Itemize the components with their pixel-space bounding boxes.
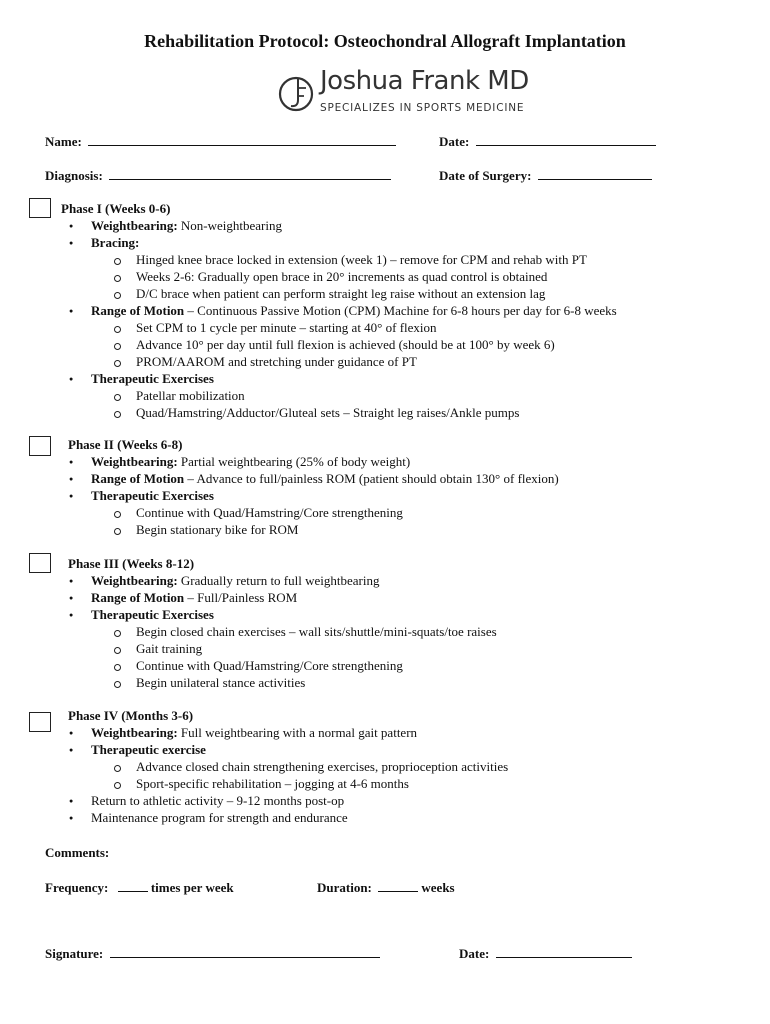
phase-checkbox[interactable] bbox=[29, 553, 51, 573]
diagnosis-field[interactable] bbox=[45, 167, 391, 184]
logo-name: Joshua Frank MD bbox=[320, 66, 529, 96]
sub-bullet-icon bbox=[114, 681, 121, 688]
bullet-icon: ● bbox=[69, 814, 74, 822]
bullet-icon: ● bbox=[69, 611, 74, 619]
name-label: Name: bbox=[45, 134, 82, 149]
sub-list-item: Weeks 2-6: Gradually open brace in 20° increments as quad control is obtained bbox=[136, 269, 548, 284]
item-label: Bracing: bbox=[91, 235, 140, 250]
item-label: Range of Motion bbox=[91, 590, 185, 605]
sub-bullet-icon bbox=[114, 630, 121, 637]
sub-list-item: PROM/AAROM and stretching under guidance of PT bbox=[136, 354, 417, 369]
list-item bbox=[91, 742, 206, 758]
date-field[interactable] bbox=[439, 133, 656, 150]
bullet-icon: ● bbox=[69, 729, 74, 737]
item-text: – Advance to full/painless ROM (patient should obtain 130° of flexion) bbox=[184, 471, 559, 486]
frequency-label: Frequency: bbox=[45, 880, 109, 895]
item-label: Range of Motion bbox=[91, 471, 185, 486]
item-label: Weightbearing: bbox=[91, 218, 178, 233]
bullet-icon: ● bbox=[69, 239, 74, 247]
bullet-icon: ● bbox=[69, 307, 74, 315]
sub-list-item: Set CPM to 1 cycle per minute – starting at 40° of flexion bbox=[136, 320, 437, 335]
bullet-icon: ● bbox=[69, 222, 74, 230]
surgery-date-field[interactable] bbox=[439, 167, 652, 184]
item-label: Therapeutic Exercises bbox=[91, 607, 214, 622]
name-blank[interactable] bbox=[88, 133, 396, 146]
sub-bullet-icon bbox=[114, 275, 121, 282]
duration-suffix: weeks bbox=[421, 880, 455, 895]
phase-checkbox[interactable] bbox=[29, 712, 51, 732]
document-title: Rehabilitation Protocol: Osteochondral Allograft Implantation bbox=[144, 31, 626, 51]
logo-tagline: SPECIALIZES IN SPORTS MEDICINE bbox=[320, 102, 525, 114]
item-label: Therapeutic Exercises bbox=[91, 488, 214, 503]
signature-date-blank[interactable] bbox=[496, 945, 632, 958]
item-text: Partial weightbearing (25% of body weight) bbox=[177, 454, 411, 469]
sub-list-item: Advance closed chain strengthening exercises, proprioception activities bbox=[136, 759, 509, 774]
sub-list-item: Patellar mobilization bbox=[136, 388, 245, 403]
comments-label: Comments: bbox=[45, 845, 110, 860]
list-item bbox=[91, 471, 559, 487]
sub-bullet-icon bbox=[114, 664, 121, 671]
surgery-date-blank[interactable] bbox=[538, 167, 652, 180]
item-label: Weightbearing: bbox=[91, 573, 178, 588]
bullet-icon: ● bbox=[69, 475, 74, 483]
bullet-icon: ● bbox=[69, 458, 74, 466]
item-text: – Full/Painless ROM bbox=[184, 590, 298, 605]
sub-list-item: Quad/Hamstring/Adductor/Gluteal sets – Straight leg raises/Ankle pumps bbox=[136, 405, 520, 420]
phase-title: Phase I (Weeks 0-6) bbox=[61, 201, 171, 216]
jf-monogram-icon bbox=[276, 74, 316, 114]
date-label: Date: bbox=[439, 134, 470, 149]
surgery-date-label: Date of Surgery: bbox=[439, 168, 532, 183]
sub-list-item: Begin unilateral stance activities bbox=[136, 675, 306, 690]
sub-bullet-icon bbox=[114, 394, 121, 401]
sub-bullet-icon bbox=[114, 782, 121, 789]
bullet-icon: ● bbox=[69, 797, 74, 805]
signature-date-label: Date: bbox=[459, 946, 490, 961]
sub-bullet-icon bbox=[114, 411, 121, 418]
item-label: Therapeutic Exercises bbox=[91, 371, 214, 386]
list-item bbox=[91, 725, 417, 741]
signature-blank[interactable] bbox=[110, 945, 380, 958]
phase-title: Phase III (Weeks 8-12) bbox=[68, 556, 195, 571]
bullet-icon: ● bbox=[69, 492, 74, 500]
sub-list-item: Begin stationary bike for ROM bbox=[136, 522, 299, 537]
list-item bbox=[91, 607, 214, 623]
sub-bullet-icon bbox=[114, 511, 121, 518]
list-item bbox=[91, 218, 282, 234]
sub-bullet-icon bbox=[114, 326, 121, 333]
list-item bbox=[91, 810, 348, 826]
duration-blank[interactable] bbox=[378, 879, 418, 892]
item-label: Weightbearing: bbox=[91, 454, 178, 469]
sub-list-item: Gait training bbox=[136, 641, 203, 656]
diagnosis-label: Diagnosis: bbox=[45, 168, 103, 183]
diagnosis-blank[interactable] bbox=[109, 167, 391, 180]
sub-list-item: Continue with Quad/Hamstring/Core strengthening bbox=[136, 658, 403, 673]
item-label: Range of Motion bbox=[91, 303, 185, 318]
phase-title: Phase IV (Months 3-6) bbox=[68, 708, 194, 723]
bullet-icon: ● bbox=[69, 375, 74, 383]
list-item bbox=[91, 235, 139, 251]
phase-checkbox[interactable] bbox=[29, 198, 51, 218]
item-text: Maintenance program for strength and endurance bbox=[91, 810, 348, 825]
list-item bbox=[91, 793, 344, 809]
sub-list-item: Sport-specific rehabilitation – jogging at 4-6 months bbox=[136, 776, 409, 791]
item-text: Gradually return to full weightbearing bbox=[177, 573, 380, 588]
item-text: Non-weightbearing bbox=[177, 218, 283, 233]
list-item bbox=[91, 454, 410, 470]
sub-list-item: Advance 10° per day until full flexion is achieved (should be at 100° by week 6) bbox=[136, 337, 555, 352]
item-label: Therapeutic exercise bbox=[91, 742, 206, 757]
frequency-field[interactable] bbox=[45, 879, 234, 896]
phase-checkbox[interactable] bbox=[29, 436, 51, 456]
list-item bbox=[91, 371, 214, 387]
duration-field[interactable] bbox=[317, 879, 455, 896]
sub-bullet-icon bbox=[114, 647, 121, 654]
bullet-icon: ● bbox=[69, 746, 74, 754]
list-item bbox=[91, 488, 214, 504]
sub-bullet-icon bbox=[114, 528, 121, 535]
name-field[interactable] bbox=[45, 133, 396, 150]
phase-title: Phase II (Weeks 6-8) bbox=[68, 437, 183, 452]
practice-logo bbox=[276, 66, 536, 118]
frequency-suffix: times per week bbox=[150, 880, 234, 895]
list-item bbox=[91, 303, 617, 319]
bullet-icon: ● bbox=[69, 594, 74, 602]
item-text: Full weightbearing with a normal gait pattern bbox=[177, 725, 418, 740]
sub-bullet-icon bbox=[114, 765, 121, 772]
item-text: Return to athletic activity – 9-12 months post-op bbox=[91, 793, 345, 808]
sub-bullet-icon bbox=[114, 292, 121, 299]
list-item bbox=[91, 573, 379, 589]
sub-list-item: Hinged knee brace locked in extension (week 1) – remove for CPM and rehab with PT bbox=[136, 252, 587, 267]
bullet-icon: ● bbox=[69, 577, 74, 585]
sub-list-item: D/C brace when patient can perform straight leg raise without an extension lag bbox=[136, 286, 546, 301]
sub-bullet-icon bbox=[114, 343, 121, 350]
list-item bbox=[91, 590, 297, 606]
sub-bullet-icon bbox=[114, 360, 121, 367]
signature-label: Signature: bbox=[45, 946, 104, 961]
sub-bullet-icon bbox=[114, 258, 121, 265]
signature-date-field[interactable] bbox=[459, 945, 632, 962]
sub-list-item: Continue with Quad/Hamstring/Core strengthening bbox=[136, 505, 403, 520]
duration-label: Duration: bbox=[317, 880, 372, 895]
item-text: – Continuous Passive Motion (CPM) Machine for 6-8 hours per day for 6-8 weeks bbox=[184, 303, 617, 318]
date-blank[interactable] bbox=[476, 133, 656, 146]
frequency-blank[interactable] bbox=[118, 879, 148, 892]
signature-field[interactable] bbox=[45, 945, 380, 962]
item-label: Weightbearing: bbox=[91, 725, 178, 740]
sub-list-item: Begin closed chain exercises – wall sits/shuttle/mini-squats/toe raises bbox=[136, 624, 497, 639]
